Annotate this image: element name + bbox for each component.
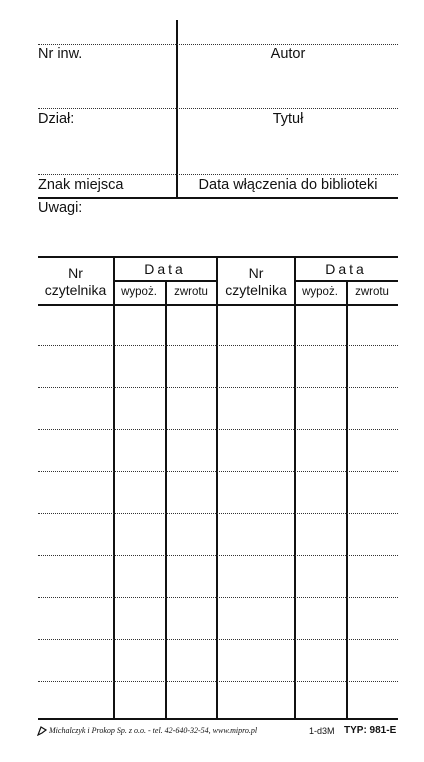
column-divider [294,256,296,718]
table-row-line [38,681,398,682]
shelf-mark-label: Znak miejsca [38,177,124,193]
date-header: Data [144,261,186,277]
printer-logo-icon [37,726,47,736]
author-label: Autor [270,46,306,62]
reader-header-line1: Nr [68,265,83,281]
return-date-header: zwrotu [174,286,208,298]
inventory-number-label: Nr inw. [38,46,83,62]
table-row-line [38,471,398,472]
form-code: 1-d3M [309,726,335,736]
printer-info: Michalczyk i Prokop Sp. z o.o. - tel. 42-640-32-54, www.mipro.pl [49,726,258,735]
borrow-date-header: wypoż. [121,286,157,298]
table-row-line [38,555,398,556]
date-added-label: Data włączenia do biblioteki [198,177,378,193]
section-label: Dział: [38,111,75,127]
reader-header-line2: czytelnika [225,282,287,298]
table-row-line [38,429,398,430]
reader-header-line2: czytelnika [44,282,107,298]
dotted-line [38,44,398,45]
notes-label: Uwagi: [38,200,83,216]
table-row-line [38,345,398,346]
date-header: Data [325,261,367,277]
table-row-line [38,639,398,640]
column-divider [113,256,115,718]
dotted-line [38,108,398,109]
footer-line [38,718,398,720]
table-row-line [38,597,398,598]
table-row-line [38,513,398,514]
top-section-bottom-line [38,197,398,199]
borrow-date-header: wypoż. [302,286,338,298]
table-row-line [38,387,398,388]
form-type: TYP: 981-E [344,725,397,736]
title-label: Tytuł [272,111,304,127]
table-header-border [38,304,398,306]
reader-number-header [218,265,294,299]
table-center-divider [216,256,218,718]
return-date-header: zwrotu [355,286,389,298]
reader-header-line1: Nr [248,265,264,281]
table-top-border [38,256,398,258]
dotted-line [38,174,398,175]
reader-number-header [38,265,113,299]
